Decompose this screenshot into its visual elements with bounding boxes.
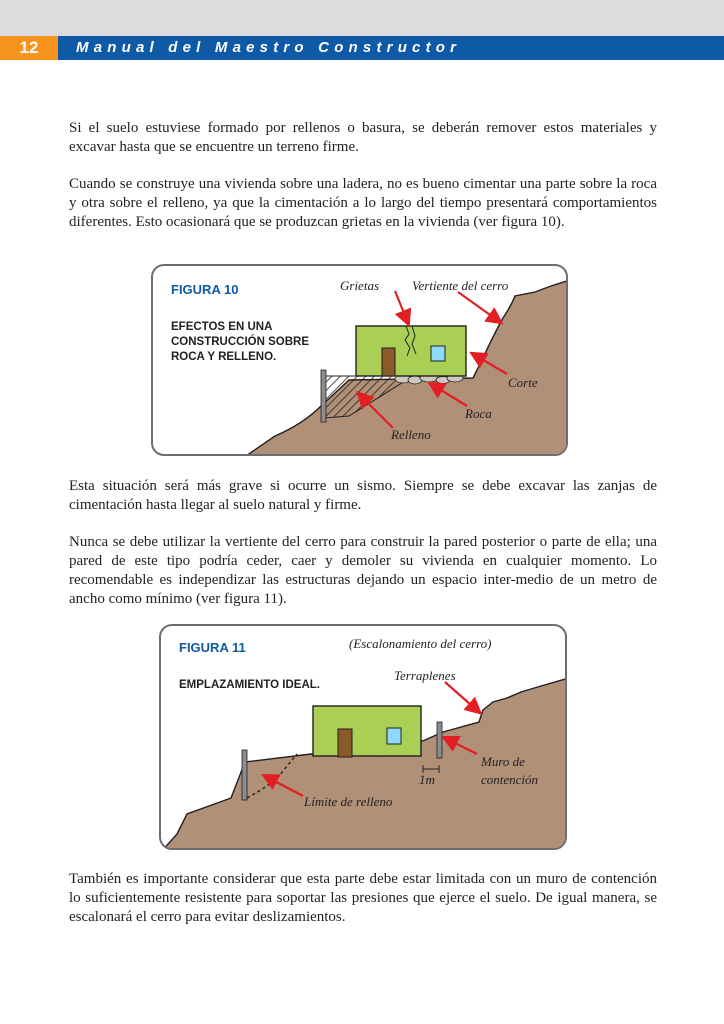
- label-muro-line1: Muro de: [481, 754, 525, 769]
- label-grietas: Grietas: [340, 278, 379, 293]
- book-title: Manual del Maestro Constructor: [76, 39, 462, 56]
- label-corte: Corte: [508, 375, 538, 390]
- label-vertiente: Vertiente del cerro: [412, 278, 509, 293]
- house-wall: [356, 326, 466, 376]
- figure-11: [159, 624, 567, 850]
- page-number: 12: [0, 36, 58, 60]
- label-limite-relleno: Límite de relleno: [304, 794, 393, 809]
- label-relleno: Relleno: [391, 427, 431, 442]
- paragraph-5: También es importante considerar que esta parte debe estar limitada con un muro de contención lo suficientemente resistente para soportar las presiones que ejerce el suelo. De igual manera, se escalonará el cerro para evitar deslizamientos.: [69, 871, 657, 925]
- left-post: [242, 750, 247, 800]
- figure-10-subtitle: [171, 320, 309, 365]
- house-wall: [313, 706, 421, 756]
- house-door: [338, 729, 352, 757]
- figure-11-subtitle: EMPLAZAMIENTO IDEAL.: [179, 679, 320, 691]
- house-door: [382, 348, 395, 376]
- paragraph-2: Cuando se construye una vivienda sobre una ladera, no es bueno cimentar una parte sobre la roca y otra sobre el relleno, ya que la cimentación a lo largo del tiempo presentará comportamientos diferentes. Esto ocasionará que se produzcan grietas en la vivienda (ver figura 10).: [69, 176, 657, 230]
- label-roca: Roca: [465, 406, 492, 421]
- page-header: [0, 36, 724, 60]
- figure-10-subtitle-line: EFECTOS EN UNA: [171, 321, 273, 333]
- label-escalonamiento: (Escalonamiento del cerro): [349, 636, 492, 651]
- house-window: [431, 346, 445, 361]
- figure-10: [151, 264, 568, 456]
- figure-11-illustration: [161, 626, 567, 850]
- retaining-wall: [437, 722, 442, 758]
- figure-10-subtitle-line: CONSTRUCCIÓN SOBRE: [171, 336, 310, 348]
- label-muro-line2: contención: [481, 772, 539, 787]
- left-post: [321, 370, 326, 422]
- house-window: [387, 728, 401, 744]
- label-one-meter: 1m: [419, 772, 435, 787]
- paragraph-3: Esta situación será más grave si ocurre un sismo. Siempre se debe excavar las zanjas de cimentación hasta llegar al suelo natural y firme.: [69, 478, 657, 513]
- paragraph-4: Nunca se debe utilizar la vertiente del cerro para construir la pared posterior o parte de ella; una pared de este tipo podría ceder, caer y demoler su vivienda en cualquier momento. Lo recomendable es independizar las estructuras dejando un espacio inter-medio de un metro de ancho como mínimo (ver figura 11).: [69, 534, 657, 607]
- label-terraplenes: Terraplenes: [394, 668, 456, 683]
- top-margin-band: [0, 0, 724, 36]
- paragraph-1: Si el suelo estuviese formado por rellenos o basura, se deberán remover estos materiales y excavar hasta que se encuentre un terreno firme.: [69, 120, 657, 155]
- figure-10-subtitle-line: ROCA Y RELLENO.: [171, 351, 277, 363]
- figure-10-title: FIGURA 10: [171, 282, 239, 297]
- figure-11-title: FIGURA 11: [179, 640, 246, 655]
